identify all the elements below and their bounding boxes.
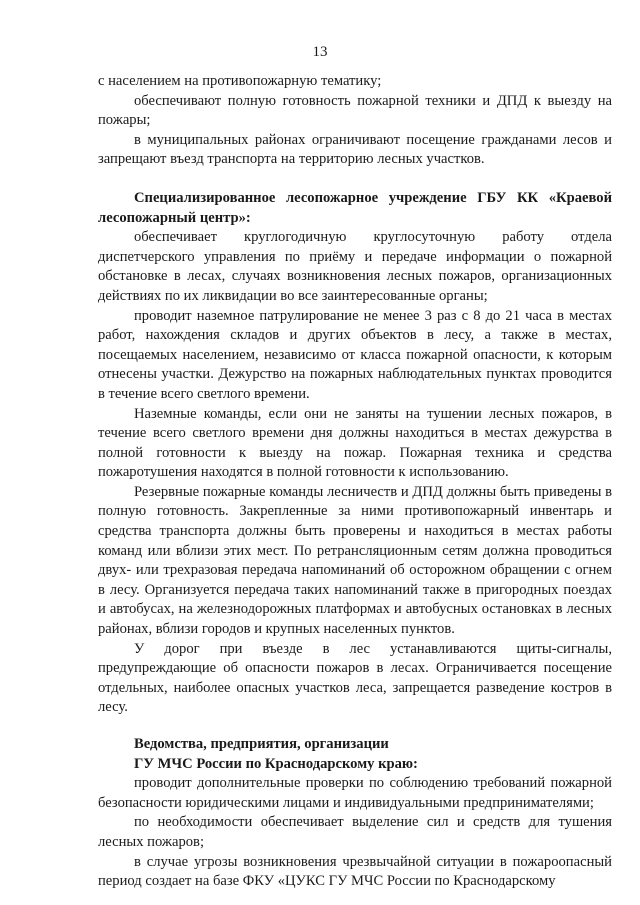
section-heading: Специализированное лесопожарное учреждение ГБУ КК «Краевой лесопожарный центр»: [98, 189, 612, 226]
body-paragraph: проводит наземное патрулирование не менее 3 раз с 8 до 21 часа в местах работ, нахождения складов и других объектов в лесу, а также в местах, посещаемых населением, независимо от класса пожарной опасности, к которым отнесены участки. Дежурство на пожарных наблюдательных пунктах проводится в течение всего светлого времени. [98, 307, 612, 402]
body-paragraph: обеспечивают полную готовность пожарной техники и ДПД к выезду на пожары; [98, 92, 612, 129]
body-paragraph: Наземные команды, если они не заняты на тушении лесных пожаров, в течение всего светлого времени дня должны находиться в местах дежурства в полной готовности к выезду на пожар. Пожарная техника и средства пожаротушения находятся в полной готовности к использованию. [98, 405, 612, 481]
section-heading: Ведомства, предприятия, организации [134, 736, 389, 752]
body-paragraph: в муниципальных районах ограничивают посещение гражданами лесов и запрещают въезд транспорта на территорию лесных участков. [98, 131, 612, 168]
body-paragraph: в случае угрозы возникновения чрезвычайной ситуации в пожароопасный период создает на базе ФКУ «ЦУКС ГУ МЧС России по Краснодарскому [98, 853, 612, 890]
body-paragraph: обеспечивает круглогодичную круглосуточную работу отдела диспетчерского управления по приёму и передаче информации о пожарной обстановке в лесах, случаях возникновения лесных пожаров, организационных действиях по их ликвидации во все заинтересованные органы; [98, 229, 612, 304]
body-paragraph: с населением на противопожарную тематику; [98, 73, 382, 89]
section-heading: ГУ МЧС России по Краснодарскому краю: [134, 755, 418, 772]
body-paragraph: по необходимости обеспечивает выделение сил и средств для тушения лесных пожаров; [98, 814, 612, 850]
document-body [98, 72, 612, 892]
page-number: 13 [312, 44, 328, 60]
section-spacer [98, 718, 612, 735]
body-paragraph: Резервные пожарные команды лесничеств и ДПД должны быть приведены в полную готовность. Закрепленные за ними противопожарный инвентарь и средства транспорта должны быть проверены и находиться в местах работы команд или вблизи этих мест. По ретрансляционным сетям должна проводиться двух- или трехразовая передача напоминаний об осторожном обращении с огнем в лесу. Организуется передача таких напоминаний также в пригородных поездах и автобусах, на железнодорожных платформах и автобусных остановках в лесных районах, вблизи городов и крупных населенных пунктов. [98, 483, 612, 638]
body-paragraph: У дорог при въезде в лес устанавливаются щиты-сигналы, предупреждающие об опасности пожаров в лесах. Ограничивается посещение отдельных, наиболее опасных участков леса, запрещается разведение костров в лесу. [98, 640, 612, 716]
body-paragraph: проводит дополнительные проверки по соблюдению требований пожарной безопасности юридическими лицами и индивидуальными предпринимателями; [98, 775, 612, 811]
section-spacer [98, 170, 612, 189]
